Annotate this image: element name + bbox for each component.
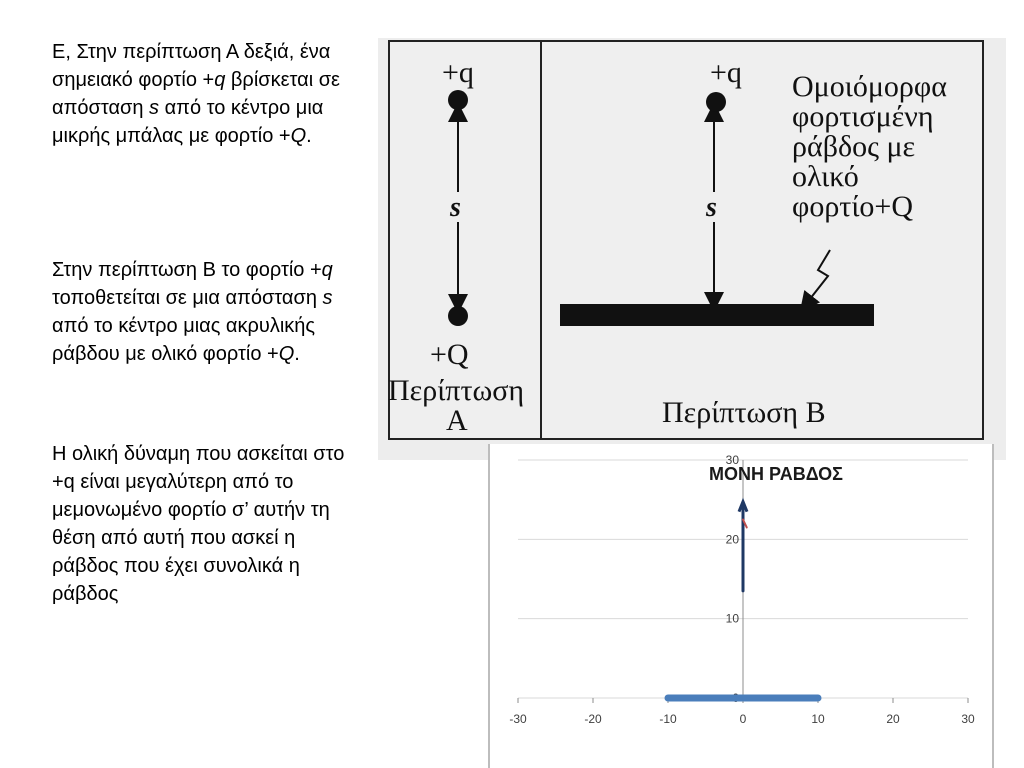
x-tick-label: -10 <box>659 712 677 726</box>
scanned-figure <box>378 38 1006 460</box>
figure-frame <box>388 40 984 440</box>
case-a-description: Ε, Στην περίπτωση Α δεξιά, ένα σημειακό φορτίο +q βρίσκεται σε απόσταση s από το κέντρο μια μικρής μπάλας με φορτίο +Q. <box>52 41 340 147</box>
case-b-distance-label: s <box>706 192 717 223</box>
x-tick-label: 10 <box>811 712 825 726</box>
x-tick-label: -20 <box>584 712 602 726</box>
rod-desc-line: φορτισμένη <box>792 100 934 133</box>
case-a-top-charge-dot <box>448 90 468 110</box>
rod-desc-line: φορτίο+Q <box>792 190 913 223</box>
y-tick-label: 0 <box>732 691 739 705</box>
conclusion-text: Η ολική δύναμη που ασκείται στο +q είναι μεγαλύτερη από το μεμονωμένο φορτίο σ’ αυτήν τη θέση από αυτή που ασκεί η ράβδος που έχει συνολικά η ράβδος <box>52 443 345 605</box>
case-b-top-charge-label: +q <box>710 56 742 89</box>
case-a-label-line1: Περίπτωση <box>388 374 525 407</box>
charged-rod <box>560 304 874 326</box>
case-a-bottom-charge-dot <box>448 306 468 326</box>
y-tick-label: 10 <box>725 611 739 626</box>
chart-plot <box>490 444 992 768</box>
rod-field-chart <box>488 444 994 768</box>
x-tick-label: -30 <box>509 712 527 726</box>
case-a-top-charge-label: +q <box>442 56 474 89</box>
case-a-distance-label: s <box>450 192 461 223</box>
case-a-label-line2: Α <box>446 404 468 437</box>
chart-title: ΜΟΝΗ ΡΑΒΔΟΣ <box>709 464 843 484</box>
case-a-bottom-charge-label: +Q <box>430 338 469 371</box>
rod-desc-line: ολικό <box>792 160 859 193</box>
rod-pointer <box>806 250 830 304</box>
case-b-label: Περίπτωση Β <box>662 396 826 429</box>
rod-desc-line: ράβδος με <box>792 130 916 163</box>
rod-desc-line: Ομοιόμορφα <box>792 70 947 103</box>
rod-description <box>792 72 947 222</box>
x-tick-label: 30 <box>961 712 975 726</box>
case-b-description: Στην περίπτωση Β το φορτίο +q τοποθετείται σε μια απόσταση s από το κέντρο μιας ακρυλικής ράβδου με ολικό φορτίο +Q. <box>52 259 333 365</box>
x-tick-label: 0 <box>739 712 747 726</box>
y-tick-label: 20 <box>725 532 739 547</box>
y-tick-label: 30 <box>725 453 739 467</box>
case-b-top-charge-dot <box>706 92 726 112</box>
x-tick-label: 20 <box>886 712 900 726</box>
